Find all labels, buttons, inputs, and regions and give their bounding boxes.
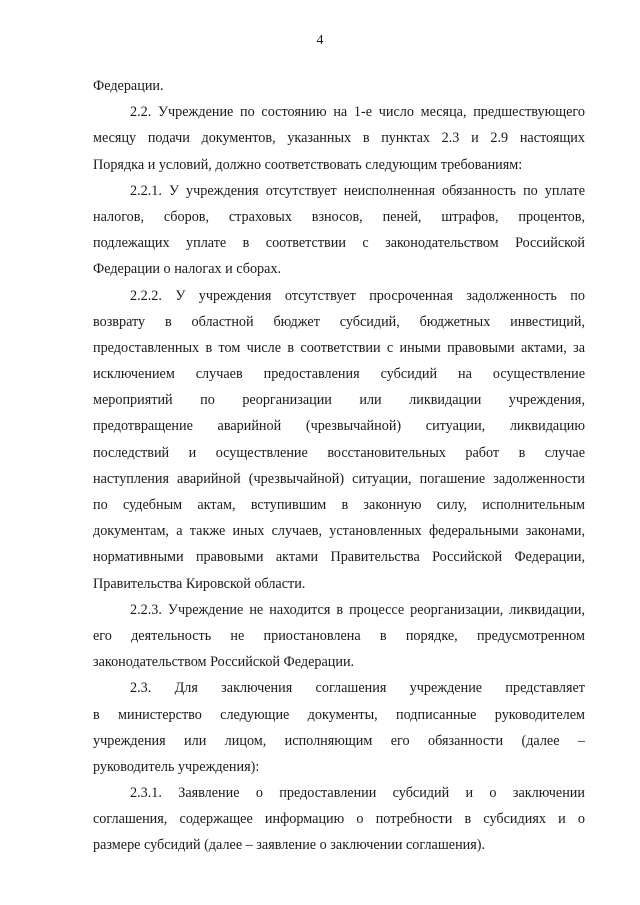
text-line: Федерации.: [93, 78, 164, 94]
text-line: 2.2. Учреждение по состоянию на 1-е число месяца, предшествующего: [130, 104, 585, 121]
text-line: месяцу подачи документов, указанных в пунктах 2.3 и 2.9 настоящих: [93, 130, 585, 147]
text-line: подлежащих уплате в соответствии с законодательством Российской: [93, 235, 585, 252]
text-line: 2.2.3. Учреждение не находится в процессе реорганизации, ликвидации,: [130, 601, 585, 618]
text-line: Федерации о налогах и сборах.: [93, 261, 282, 278]
text-line: мероприятий по реорганизации или ликвидации учреждения,: [93, 392, 585, 409]
text-line: 2.2.1. У учреждения отсутствует неисполненная обязанность по уплате: [130, 182, 585, 199]
text-line: учреждения или лицом, исполняющим его обязанности (далее –: [93, 732, 585, 749]
text-line: его деятельность не приостановлена в порядке, предусмотренном: [93, 627, 585, 644]
text-line: законодательством Российской Федерации.: [93, 654, 355, 671]
text-line: наступления аварийной (чрезвычайной) ситуации, погашение задолженности: [93, 470, 585, 487]
text-line: исключением случаев предоставления субсидий на осуществление: [93, 366, 585, 383]
page-number: 4: [316, 33, 324, 48]
text-line: документам, а также иных случаев, установленных федеральными законами,: [93, 523, 585, 540]
text-line: 2.3.1. Заявление о предоставлении субсидий и о заключении: [130, 785, 585, 802]
text-line: предотвращение аварийной (чрезвычайной) ситуации, ликвидацию: [93, 418, 585, 435]
text-line: Правительства Кировской области.: [93, 575, 306, 592]
document-body: [93, 73, 585, 859]
text-line: соглашения, содержащее информацию о потребности в субсидиях и о: [93, 811, 585, 828]
text-line: 2.2.2. У учреждения отсутствует просроченная задолженность по: [130, 287, 585, 304]
text-line: предоставленных в том числе в соответствии с иными правовыми актами, за: [93, 339, 585, 356]
text-line: возврату в областной бюджет субсидий, бюджетных инвестиций,: [93, 313, 585, 330]
text-line: в министерство следующие документы, подписанные руководителем: [93, 706, 585, 723]
text-line: по судебным актам, вступившим в законную силу, исполнительным: [93, 497, 585, 513]
text-line: 2.3. Для заключения соглашения учреждение представляет: [130, 680, 585, 697]
text-line: нормативными правовыми актами Правительства Российской Федерации,: [93, 549, 585, 566]
text-line: размере субсидий (далее – заявление о заключении соглашения).: [93, 837, 486, 854]
text-line: налогов, сборов, страховых взносов, пеней, штрафов, процентов,: [93, 208, 585, 225]
text-line: последствий и осуществление восстановительных работ в случае: [93, 444, 585, 461]
text-line: руководитель учреждения):: [93, 758, 260, 775]
text-line: Порядка и условий, должно соответствовать следующим требованиям:: [93, 156, 523, 173]
